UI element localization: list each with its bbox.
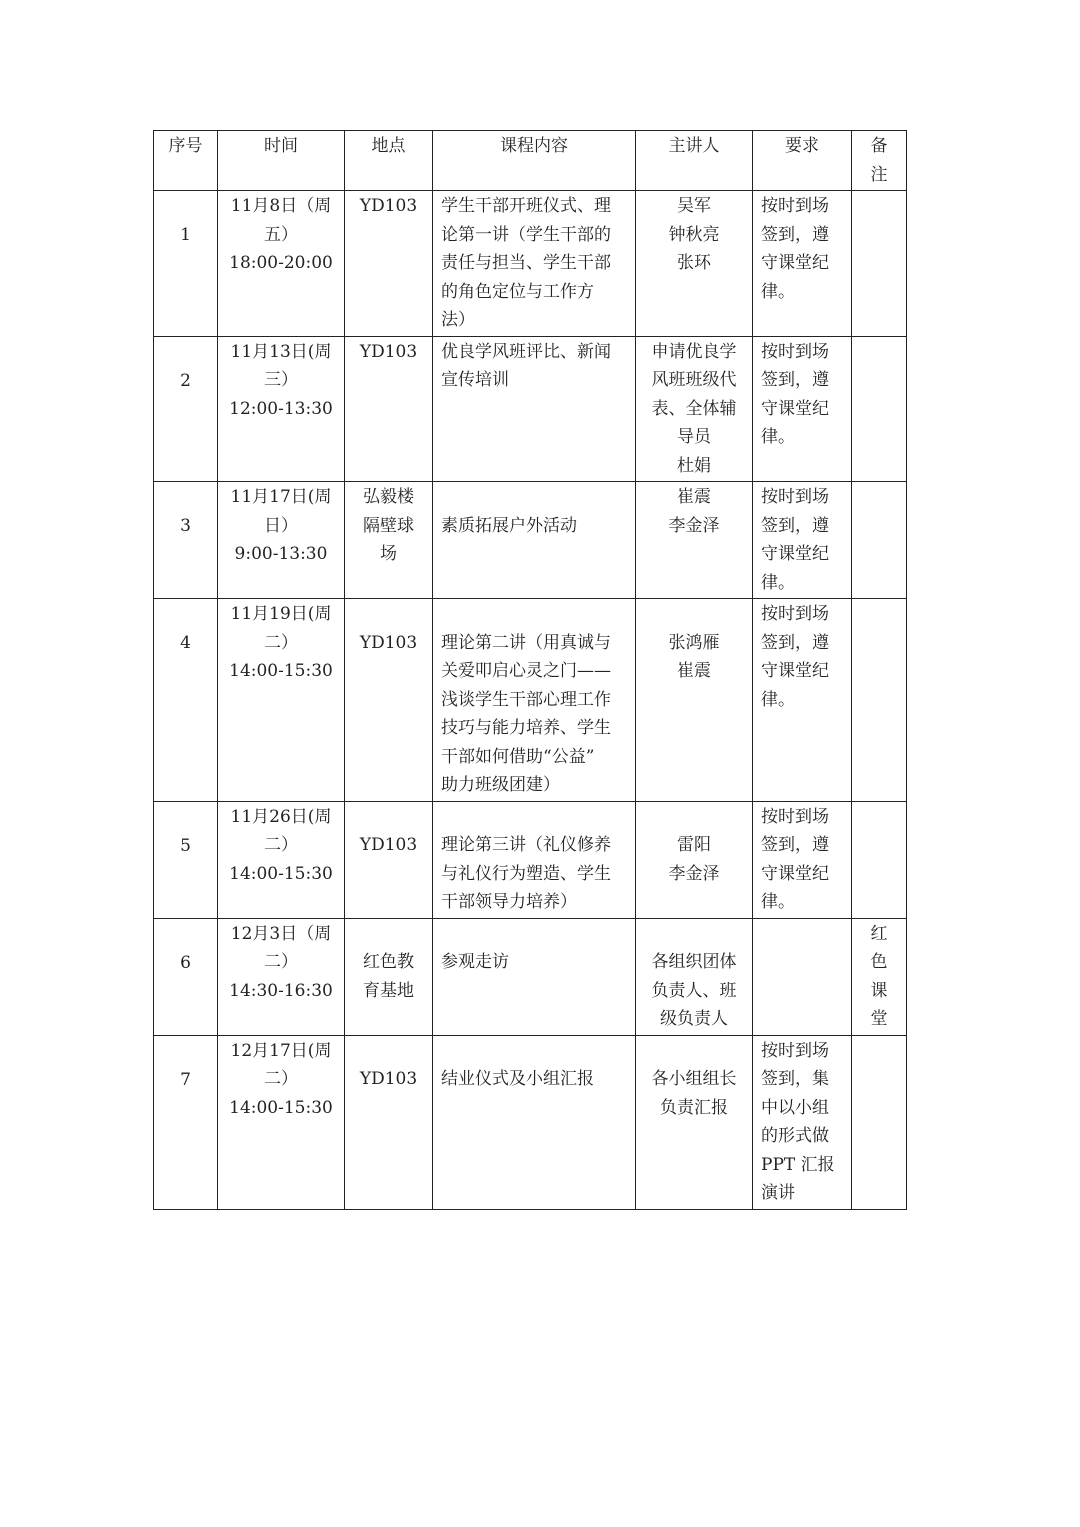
cell-content: [433, 1035, 636, 1209]
cell-requirement-line: 按时到场: [761, 341, 829, 362]
cell-place-line: 隔壁球: [363, 515, 414, 536]
cell-place-line: 红色教: [363, 952, 414, 972]
cell-speaker-line: 崔震: [677, 661, 711, 681]
cell-no: 6: [154, 918, 218, 1035]
cell-content: [433, 599, 636, 802]
cell-content-line: 参观走访: [441, 952, 509, 972]
cell-time-line: 11月17日(周: [230, 487, 332, 507]
cell-time: [218, 801, 345, 918]
cell-content: [433, 191, 636, 337]
cell-speaker-line: 崔震: [677, 487, 711, 507]
cell-speaker: [636, 918, 753, 1035]
table-row: [154, 599, 907, 802]
cell-speaker-line: [644, 803, 744, 832]
cell-time-line: 二）: [264, 1069, 298, 1089]
cell-requirement-line: 守课堂纪: [761, 253, 829, 273]
cell-place: [345, 599, 433, 802]
cell-requirement-line: 签到，集: [761, 1069, 829, 1089]
cell-speaker-line: 雷阳: [677, 835, 711, 855]
cell-time-line: 14:00-15:30: [229, 863, 333, 884]
cell-note: [852, 482, 907, 599]
cell-place-line: 弘毅楼: [363, 487, 414, 507]
cell-speaker-line: 杜娟: [677, 455, 711, 476]
cell-time-line: 五）: [264, 224, 298, 245]
cell-time: [218, 1035, 345, 1209]
cell-speaker-line: 申请优良学: [651, 341, 737, 362]
header-row: [154, 131, 907, 191]
cell-requirement: [753, 801, 852, 918]
cell-note: [852, 191, 907, 337]
table-row: [154, 918, 907, 1035]
cell-note: [852, 801, 907, 918]
cell-time: [218, 918, 345, 1035]
cell-requirement-line: 守课堂纪: [761, 544, 829, 564]
cell-time-line: 14:30-16:30: [229, 980, 333, 1001]
cell-time-line: 11月26日(周: [230, 806, 332, 827]
cell-requirement-line: 签到，遵: [761, 370, 829, 390]
cell-requirement-line: 签到，遵: [761, 224, 829, 245]
cell-time-line: 12:00-13:30: [229, 398, 333, 419]
cell-place: [345, 918, 433, 1035]
cell-requirement-line: 签到，遵: [761, 632, 829, 653]
cell-speaker-line: 导员: [677, 427, 711, 447]
cell-no: 2: [154, 336, 218, 482]
cell-speaker: [636, 191, 753, 337]
cell-time-line: 二）: [264, 835, 298, 855]
cell-content-line: 的角色定位与工作方: [441, 281, 594, 302]
cell-place: [345, 801, 433, 918]
header-no: 序号: [154, 131, 218, 191]
table-row: [154, 336, 907, 482]
cell-speaker: [636, 599, 753, 802]
cell-speaker-line: 张环: [677, 253, 711, 273]
cell-requirement: [753, 482, 852, 599]
cell-content-line: [441, 600, 627, 629]
cell-requirement-line: 签到，遵: [761, 515, 829, 536]
cell-requirement: [753, 1035, 852, 1209]
cell-place-line: YD103: [359, 196, 418, 216]
cell-speaker-line: 李金泽: [668, 863, 720, 884]
cell-requirement-line: 律。: [761, 892, 795, 912]
cell-content-line: 理论第二讲（用真诚与: [441, 632, 611, 653]
cell-place: [345, 191, 433, 337]
cell-time-line: 三）: [264, 370, 298, 390]
schedule-table: [153, 130, 907, 1210]
cell-place-line: YD103: [359, 632, 418, 653]
cell-requirement-line: 律。: [761, 281, 795, 302]
cell-place-line: [353, 1037, 424, 1066]
cell-place-line: YD103: [359, 341, 418, 362]
cell-speaker: [636, 801, 753, 918]
cell-no: 1: [154, 191, 218, 337]
cell-speaker-line: 李金泽: [668, 515, 720, 536]
cell-speaker-line: 张鸿雁: [668, 632, 720, 653]
cell-speaker-line: 表、全体辅: [651, 398, 737, 419]
cell-speaker: [636, 1035, 753, 1209]
cell-time-line: 11月8日（周: [230, 196, 332, 216]
cell-place: [345, 482, 433, 599]
cell-note-line: 课: [870, 980, 888, 1001]
cell-place-line: YD103: [359, 835, 418, 855]
cell-content-line: 素质拓展户外活动: [441, 515, 577, 536]
cell-speaker-line: [644, 1037, 744, 1066]
cell-speaker-line: 风班班级代: [651, 370, 737, 390]
cell-time-line: 11月13日(周: [230, 341, 332, 362]
cell-content-line: 理论第三讲（礼仪修养: [441, 835, 611, 855]
cell-content-line: 浅谈学生干部心理工作: [441, 689, 611, 710]
cell-note: [852, 1035, 907, 1209]
cell-time-line: 二）: [264, 952, 298, 972]
cell-time-line: 12月3日（周: [230, 923, 332, 944]
table-row: [154, 801, 907, 918]
header-note: 备注: [852, 131, 907, 191]
cell-content-line: [441, 803, 627, 832]
cell-place: [345, 336, 433, 482]
cell-time-line: 12月17日(周: [230, 1040, 332, 1061]
cell-note: [852, 599, 907, 802]
cell-content: [433, 482, 636, 599]
cell-requirement: [753, 599, 852, 802]
cell-no: 7: [154, 1035, 218, 1209]
cell-requirement-line: 守课堂纪: [761, 661, 829, 681]
cell-requirement-line: 按时到场: [761, 604, 829, 624]
cell-content: [433, 336, 636, 482]
cell-requirement-line: 律。: [761, 427, 795, 447]
header-content: 课程内容: [433, 131, 636, 191]
cell-requirement-line: 按时到场: [761, 1040, 829, 1061]
cell-content-line: 干部领导力培养）: [441, 892, 577, 912]
table-row: [154, 1035, 907, 1209]
cell-time-line: 14:00-15:30: [229, 661, 333, 681]
cell-speaker-line: 各小组组长: [651, 1069, 737, 1089]
cell-requirement-line: PPT 汇报: [761, 1154, 835, 1175]
cell-time-line: 9:00-13:30: [234, 544, 328, 564]
cell-content-line: 论第一讲（学生干部的: [441, 224, 611, 245]
cell-content: [433, 801, 636, 918]
cell-place-line: YD103: [359, 1069, 418, 1089]
cell-speaker-line: 级负责人: [660, 1009, 728, 1029]
cell-requirement-line: 律。: [761, 689, 795, 710]
cell-content-line: 责任与担当、学生干部: [441, 253, 611, 273]
cell-place-line: 育基地: [363, 980, 414, 1001]
cell-speaker: [636, 336, 753, 482]
cell-time-line: 14:00-15:30: [229, 1097, 333, 1118]
cell-requirement-line: 按时到场: [761, 806, 829, 827]
cell-no: 4: [154, 599, 218, 802]
cell-place-line: [353, 600, 424, 629]
header-speaker: 主讲人: [636, 131, 753, 191]
cell-place-line: 场: [380, 544, 397, 564]
cell-content-line: 法）: [441, 310, 475, 330]
cell-speaker-line: 钟秋亮: [668, 224, 720, 245]
cell-requirement-line: 签到，遵: [761, 835, 829, 855]
cell-content-line: 助力班级团建）: [441, 775, 560, 795]
cell-speaker-line: 各组织团体: [651, 952, 737, 972]
cell-requirement: [753, 191, 852, 337]
cell-content-line: [441, 920, 627, 949]
cell-time: [218, 336, 345, 482]
header-requirement: 要求: [753, 131, 852, 191]
cell-content-line: 优良学风班评比、新闻: [441, 341, 611, 362]
cell-content-line: [441, 483, 627, 512]
header-time: 时间: [218, 131, 345, 191]
table-row: [154, 482, 907, 599]
cell-note-line: 堂: [870, 1009, 888, 1029]
cell-time: [218, 191, 345, 337]
cell-content-line: 关爱叩启心灵之门——: [441, 661, 611, 681]
header-place: 地点: [345, 131, 433, 191]
cell-speaker-line: 负责汇报: [660, 1097, 728, 1118]
cell-requirement-line: 守课堂纪: [761, 863, 829, 884]
cell-speaker-line: 负责人、班: [651, 980, 737, 1001]
cell-speaker-line: [644, 920, 744, 949]
cell-note-line: 色: [870, 952, 888, 972]
cell-content-line: 结业仪式及小组汇报: [441, 1069, 594, 1089]
cell-requirement-line: 守课堂纪: [761, 398, 829, 419]
cell-content-line: 干部如何借助“公益”: [441, 746, 595, 767]
cell-no: 3: [154, 482, 218, 599]
cell-content-line: 宣传培训: [441, 370, 509, 390]
cell-content: [433, 918, 636, 1035]
cell-requirement-line: 按时到场: [761, 196, 829, 216]
cell-time-line: 日）: [264, 515, 298, 536]
cell-place: [345, 1035, 433, 1209]
cell-requirement-line: 演讲: [761, 1183, 795, 1203]
cell-requirement: [753, 918, 852, 1035]
cell-content-line: 与礼仪行为塑造、学生: [441, 863, 611, 884]
cell-place-line: [353, 920, 424, 949]
cell-requirement-line: 的形式做: [761, 1126, 829, 1146]
table-row: [154, 191, 907, 337]
cell-time: [218, 599, 345, 802]
cell-requirement-line: 律。: [761, 572, 795, 593]
cell-speaker-line: [644, 600, 744, 629]
cell-time-line: 18:00-20:00: [229, 253, 333, 273]
cell-note-line: 红: [870, 923, 888, 944]
cell-speaker-line: 吴军: [677, 196, 711, 216]
cell-content-line: 技巧与能力培养、学生: [441, 718, 611, 738]
cell-requirement-line: 中以小组: [761, 1097, 829, 1118]
cell-note: [852, 336, 907, 482]
cell-no: 5: [154, 801, 218, 918]
cell-requirement-line: 按时到场: [761, 487, 829, 507]
cell-place-line: [353, 803, 424, 832]
cell-note: [852, 918, 907, 1035]
cell-time-line: 二）: [264, 632, 298, 653]
cell-speaker: [636, 482, 753, 599]
cell-content-line: 学生干部开班仪式、理: [441, 196, 611, 216]
cell-time-line: 11月19日(周: [230, 604, 332, 624]
cell-content-line: [441, 1037, 627, 1066]
cell-time: [218, 482, 345, 599]
cell-requirement: [753, 336, 852, 482]
